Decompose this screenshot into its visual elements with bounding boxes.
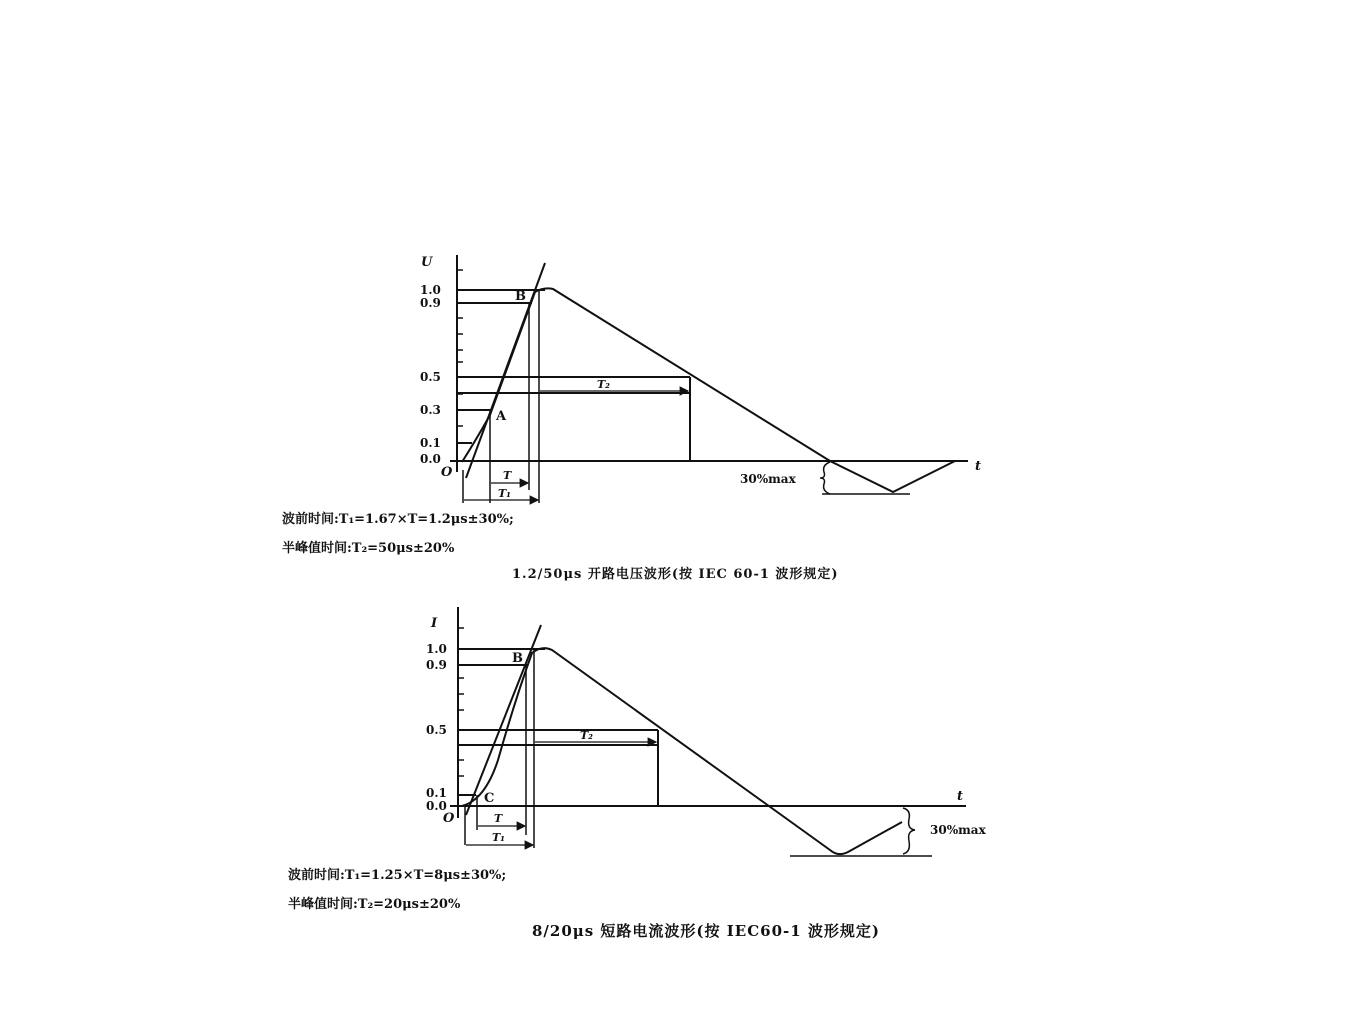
current-t1-label: T₁ <box>492 831 506 844</box>
current-tick-0-1: 0.1 <box>426 786 447 800</box>
current-tick-0-0: 0.0 <box>426 799 447 813</box>
voltage-t-label: T <box>503 469 512 482</box>
current-waveform <box>450 607 966 856</box>
voltage-half-value-time: 半峰值时间:T₂=50μs±20% <box>282 541 455 556</box>
current-origin-label: O <box>443 811 455 826</box>
current-t2-label: T₂ <box>580 729 594 742</box>
current-t-label: T <box>494 812 503 825</box>
current-point-b: B <box>512 651 523 666</box>
current-x-axis-label: t <box>957 789 964 804</box>
current-undershoot-brace <box>903 808 915 854</box>
current-undershoot-note: 30%max <box>930 823 986 837</box>
voltage-origin-label: O <box>441 465 453 480</box>
voltage-point-a: A <box>496 409 507 424</box>
voltage-y-axis-label: U <box>421 255 433 270</box>
voltage-tick-0-0: 0.0 <box>420 452 441 466</box>
voltage-t1-label: T₁ <box>498 487 512 500</box>
voltage-front-time: 波前时间:T₁=1.67×T=1.2μs±30%; <box>282 512 514 527</box>
current-title: 8/20μs 短路电流波形(按 IEC60-1 波形规定) <box>532 922 881 940</box>
voltage-undershoot-note: 30%max <box>740 472 796 486</box>
voltage-title: 1.2/50μs 开路电压波形(按 IEC 60-1 波形规定) <box>512 567 839 582</box>
voltage-tick-0-5: 0.5 <box>420 370 441 384</box>
voltage-tick-0-3: 0.3 <box>420 403 441 417</box>
current-wave-curve <box>462 648 902 854</box>
current-front-line <box>466 625 541 815</box>
voltage-tick-0-1: 0.1 <box>420 436 441 450</box>
current-point-c: C <box>484 791 495 806</box>
voltage-x-axis-label: t <box>975 459 982 474</box>
current-tick-0-5: 0.5 <box>426 723 447 737</box>
current-front-time: 波前时间:T₁=1.25×T=8μs±30%; <box>288 868 507 883</box>
voltage-point-b: B <box>515 289 526 304</box>
voltage-undershoot-brace <box>820 462 830 494</box>
voltage-tick-0-9: 0.9 <box>420 296 441 310</box>
current-tick-0-9: 0.9 <box>426 658 447 672</box>
current-tick-1-0: 1.0 <box>426 642 447 656</box>
current-y-axis-label: I <box>431 616 438 631</box>
voltage-tick-1-0: 1.0 <box>420 283 441 297</box>
voltage-t2-label: T₂ <box>597 378 611 391</box>
current-half-value-time: 半峰值时间:T₂=20μs±20% <box>288 897 461 912</box>
voltage-waveform <box>450 255 968 503</box>
